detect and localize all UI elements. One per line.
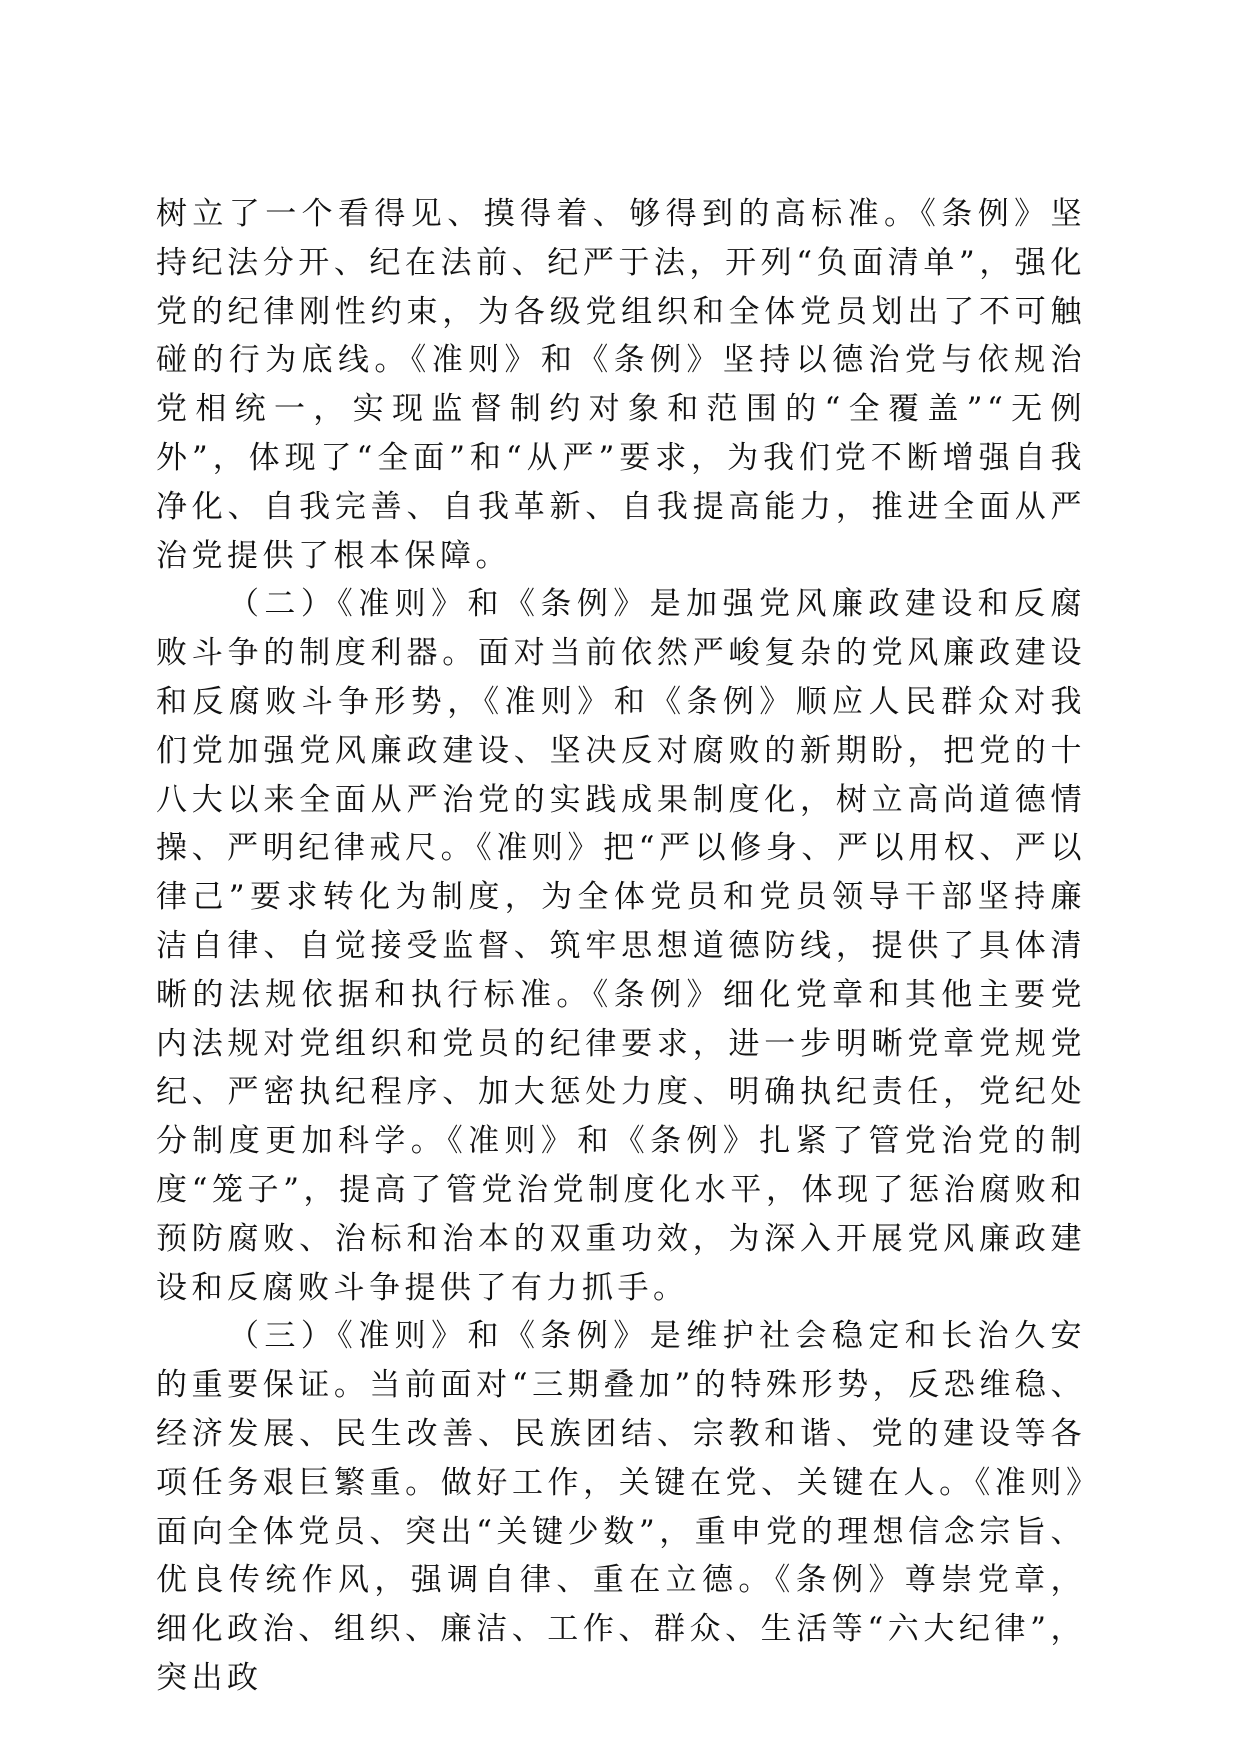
paragraph-section-2: （二）《准则》和《条例》是加强党风廉政建设和反腐败斗争的制度利器。面对当前依然严峻复杂的党风廉政建设和反腐败斗争形势，《准则》和《条例》顺应人民群众对我们党加强党风廉政建设、坚决反对腐败的新期盼，把党的十八大以来全面从严治党的实践成果制度化，树立高尚道德情操、严明纪律戒尺。《准则》把“严以修身、严以用权、严以律己”要求转化为制度，为全体党员和党员领导干部坚持廉洁自律、自觉接受监督、筑牢思想道德防线，提供了具体清晰的法规依据和执行标准。《条例》细化党章和其他主要党内法规对党组织和党员的纪律要求，进一步明晰党章党规党纪、严密执纪程序、加大惩处力度、明确执纪责任，党纪处分制度更加科学。《准则》和《条例》扎紧了管党治党的制度“笼子”，提高了管党治党制度化水平，体现了惩治腐败和预防腐败、治标和治本的双重功效，为深入开展党风廉政建设和反腐败斗争提供了有力抓手。 <box>156 586 1086 1306</box>
paragraph-continuation: 树立了一个看得见、摸得着、够得到的高标准。《条例》坚持纪法分开、纪在法前、纪严于法，开列“负面清单”，强化党的纪律刚性约束，为各级党组织和全体党员划出了不可触碰的行为底线。《准则》和《条例》坚持以德治党与依规治党相统一，实现监督制约对象和范围的“全覆盖”“无例外”，体现了“全面”和“从严”要求，为我们党不断增强自我净化、自我完善、自我革新、自我提高能力，推进全面从严治党提供了根本保障。 <box>156 196 1086 574</box>
document-body <box>156 190 1086 1703</box>
paragraph-section-3: （三）《准则》和《条例》是维护社会稳定和长治久安的重要保证。当前面对“三期叠加”的特殊形势，反恐维稳、经济发展、民生改善、民族团结、宗教和谐、党的建设等各项任务艰巨繁重。做好工作，关键在党、关键在人。《准则》面向全体党员、突出“关键少数”，重申党的理想信念宗旨、优良传统作风，强调自律、重在立德。《条例》尊崇党章，细化政治、组织、廉洁、工作、群众、生活等“六大纪律”，突出政 <box>156 1318 1086 1696</box>
